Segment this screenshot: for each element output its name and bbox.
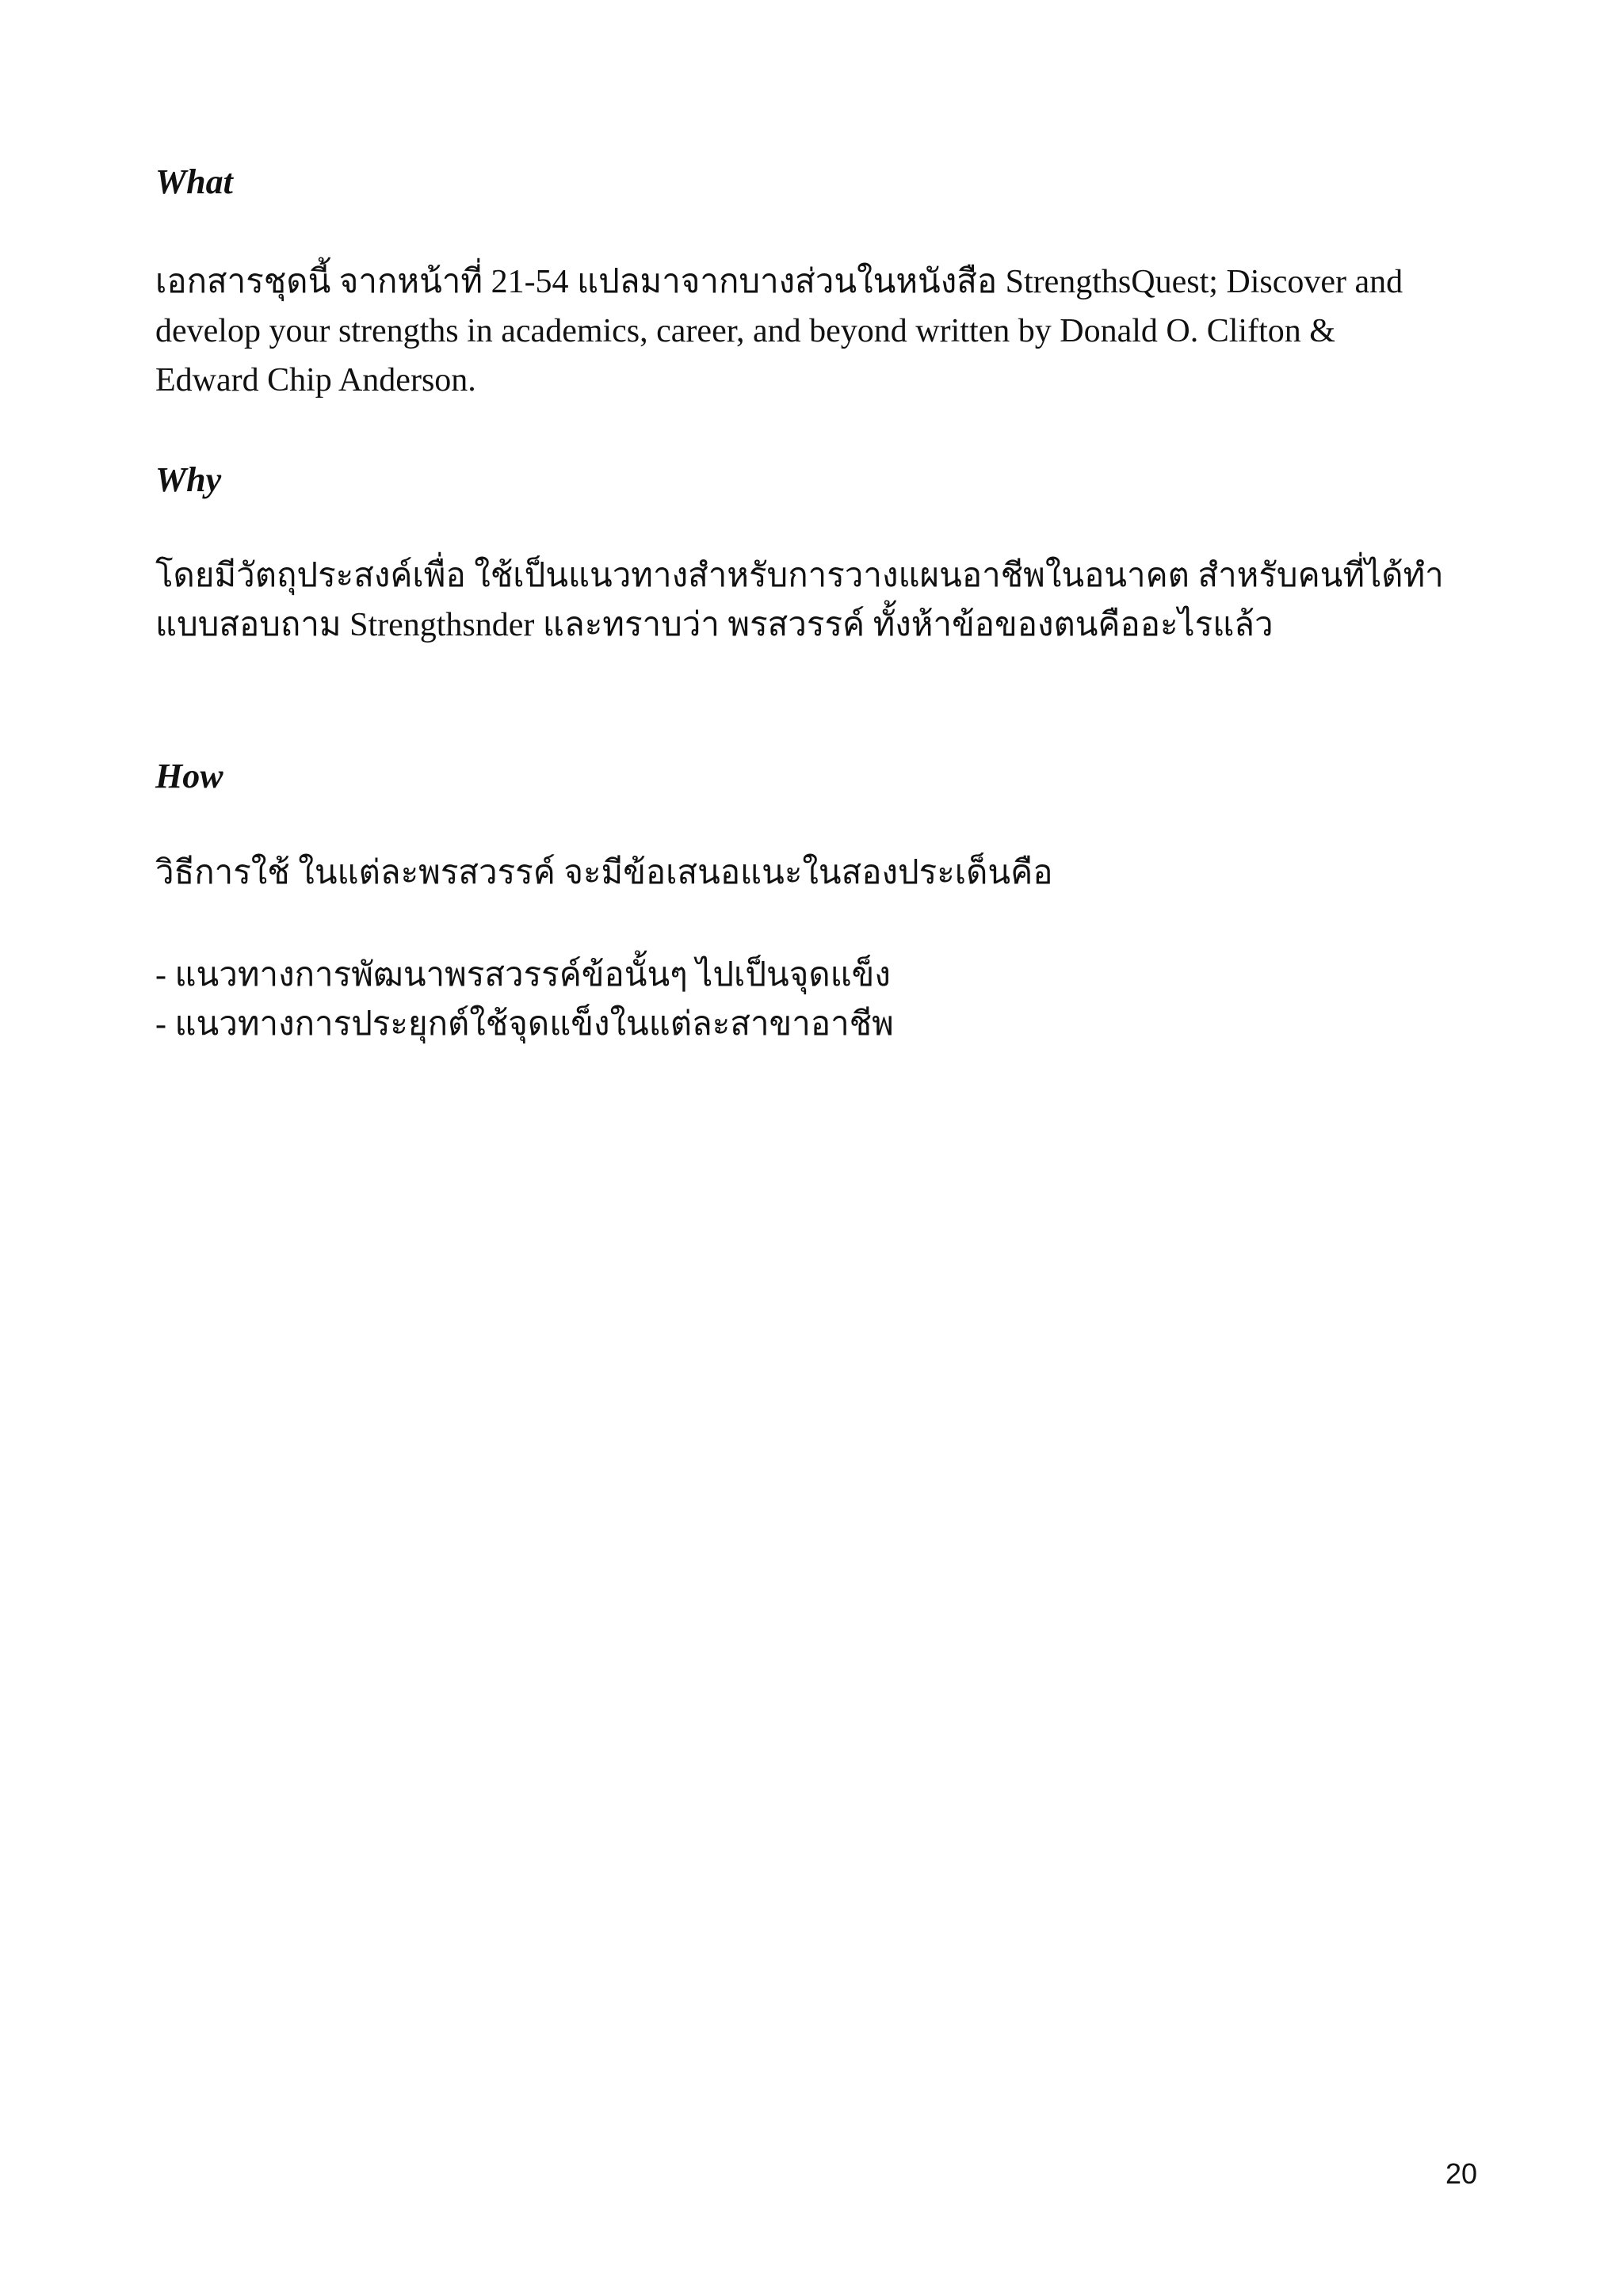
paragraph-why: โดยมีวัตถุประสงค์เพื่อ ใช้เป็นแนวทางสำหรับการวางแผนอาชีพในอนาคต สำหรับคนที่ได้ทำ แบบสอบถาม Strengthsnder และทราบว่า พรสวรรค์ ทั้งห้าข้อของตนคืออะไรแล้ว — [155, 558, 1444, 643]
list-item: - แนวทางการประยุกต์ใช้จุดแข็งในแต่ละสาขาอาชีพ — [155, 1006, 894, 1043]
heading-what: What — [155, 162, 233, 201]
list-item: - แนวทางการพัฒนาพรสวรรค์ข้อนั้นๆ ไปเป็นจุดแข็ง — [155, 957, 891, 994]
paragraph-what: เอกสารชุดนี้ จากหน้าที่ 21-54 แปลมาจากบางส่วนในหนังสือ StrengthsQuest; Discover and develop your strengths in academics, career, and beyond written by Donald O. Clifton & Edward Chip Anderson. — [155, 264, 1403, 399]
paragraph-how: วิธีการใช้ ในแต่ละพรสวรรค์ จะมีข้อเสนอแนะในสองประเด็นคือ — [155, 855, 1053, 891]
how-list — [155, 951, 894, 1049]
page-number: 20 — [1445, 2157, 1477, 2190]
heading-why: Why — [155, 460, 222, 499]
heading-how: How — [155, 757, 223, 795]
